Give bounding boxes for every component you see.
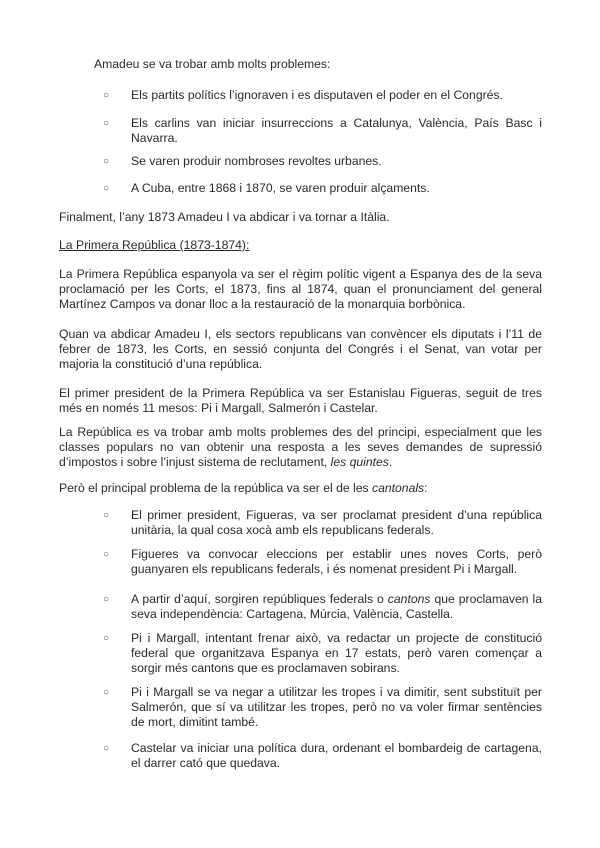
cantonal-item-3 xyxy=(131,592,542,622)
paragraph-2: Quan va abdicar Amadeu I, els sectors republicans van convèncer els diputats i l’11 de febrer de 1873, les Corts, en sessió conjunta del Congrés i el Senat, van votar per majoria la constitució d’una república. xyxy=(59,327,542,372)
conclusion-text: Finalment, l’any 1873 Amadeu I va abdicar i va tornar a Itàlia. xyxy=(59,210,390,224)
bullet-icon: ○ xyxy=(103,156,110,167)
problem-item-1: Els partits polítics l’ignoraven i es disputaven el poder en el Congrés. xyxy=(131,88,503,102)
paragraph-4 xyxy=(59,425,542,471)
paragraph-4-text: La República es va trobar amb molts problemes des del principi, especialment que les classes populars no van obtenir una resposta a les seves demandes de supressió d’impostos i sobre l’injust sistema de reclutament, xyxy=(59,425,542,470)
cantonal-item-3-text: A partir d’aquí, sorgiren repúbliques federals o xyxy=(131,592,388,606)
bullet-icon: ○ xyxy=(103,743,110,754)
bullet-icon: ○ xyxy=(103,510,110,521)
problem-item-2: Els carlins van iniciar insurreccions a Catalunya, València, País Basc i Navarra. xyxy=(131,116,542,146)
problem-item-3: Se varen produir nombroses revoltes urbanes. xyxy=(131,154,382,168)
bullet-icon: ○ xyxy=(103,90,110,101)
paragraph-3: El primer president de la Primera República va ser Estanislau Figueras, seguit de tres més en només 11 mesos: Pi i Margall, Salmerón i Castelar. xyxy=(59,386,542,416)
cantonal-intro-italic: cantonals xyxy=(371,481,425,495)
section-heading: La Primera República (1873-1874): xyxy=(59,238,250,252)
cantonal-item-4: Pi i Margall, intentant frenar això, va redactar un projecte de constitució federal que organitzava Espanya en 17 estats, però varen començar a sorgir més cantons que es proclamaven sobirans. xyxy=(131,631,542,676)
intro-text: Amadeu se va trobar amb molts problemes: xyxy=(94,57,331,71)
cantonal-intro-text: Però el principal problema de la república va ser el de les xyxy=(59,481,372,495)
bullet-icon: ○ xyxy=(103,549,110,560)
problem-item-4: A Cuba, entre 1868 i 1870, se varen produir alçaments. xyxy=(131,181,430,195)
bullet-icon: ○ xyxy=(103,118,110,129)
paragraph-4-italic: les quintes xyxy=(330,455,389,470)
cantonal-item-6: Castelar va iniciar una política dura, ordenant el bombardeig de cartagena, el darrer cató que quedava. xyxy=(131,741,542,771)
cantonal-item-3-italic: cantons xyxy=(387,592,431,606)
cantonal-item-2: Figueres va convocar eleccions per establir unes noves Corts, però guanyaren els republicans federals, i és nomenat president Pi i Margall. xyxy=(131,547,542,577)
bullet-icon: ○ xyxy=(103,633,110,644)
bullet-icon: ○ xyxy=(103,687,110,698)
cantonal-item-5: Pi i Margall se va negar a utilitzar les tropes i va dimitir, sent substituït per Salmerón, que sí va utilitzar les tropes, però no va voler firmar sentències de mort, dimitint també. xyxy=(131,685,542,730)
cantonal-intro-end: : xyxy=(424,481,428,495)
cantonal-intro xyxy=(59,481,542,496)
cantonal-item-3-end: que proclamaven la seva independència: Cartagena, Múrcia, València, Castella. xyxy=(131,592,542,622)
cantonal-item-1: El primer president, Figueras, va ser proclamat president d’una república unitària, la qual cosa xocà amb els republicans federals. xyxy=(131,508,542,538)
paragraph-4-end: . xyxy=(388,455,393,470)
paragraph-1: La Primera República espanyola va ser el règim polític vigent a Espanya des de la seva proclamació per les Corts, el 1873, fins al 1874, quan el pronunciament del general Martínez Campos va donar lloc a la restauració de la monarquia borbònica. xyxy=(59,267,542,312)
bullet-icon: ○ xyxy=(103,183,110,194)
bullet-icon: ○ xyxy=(103,594,110,605)
